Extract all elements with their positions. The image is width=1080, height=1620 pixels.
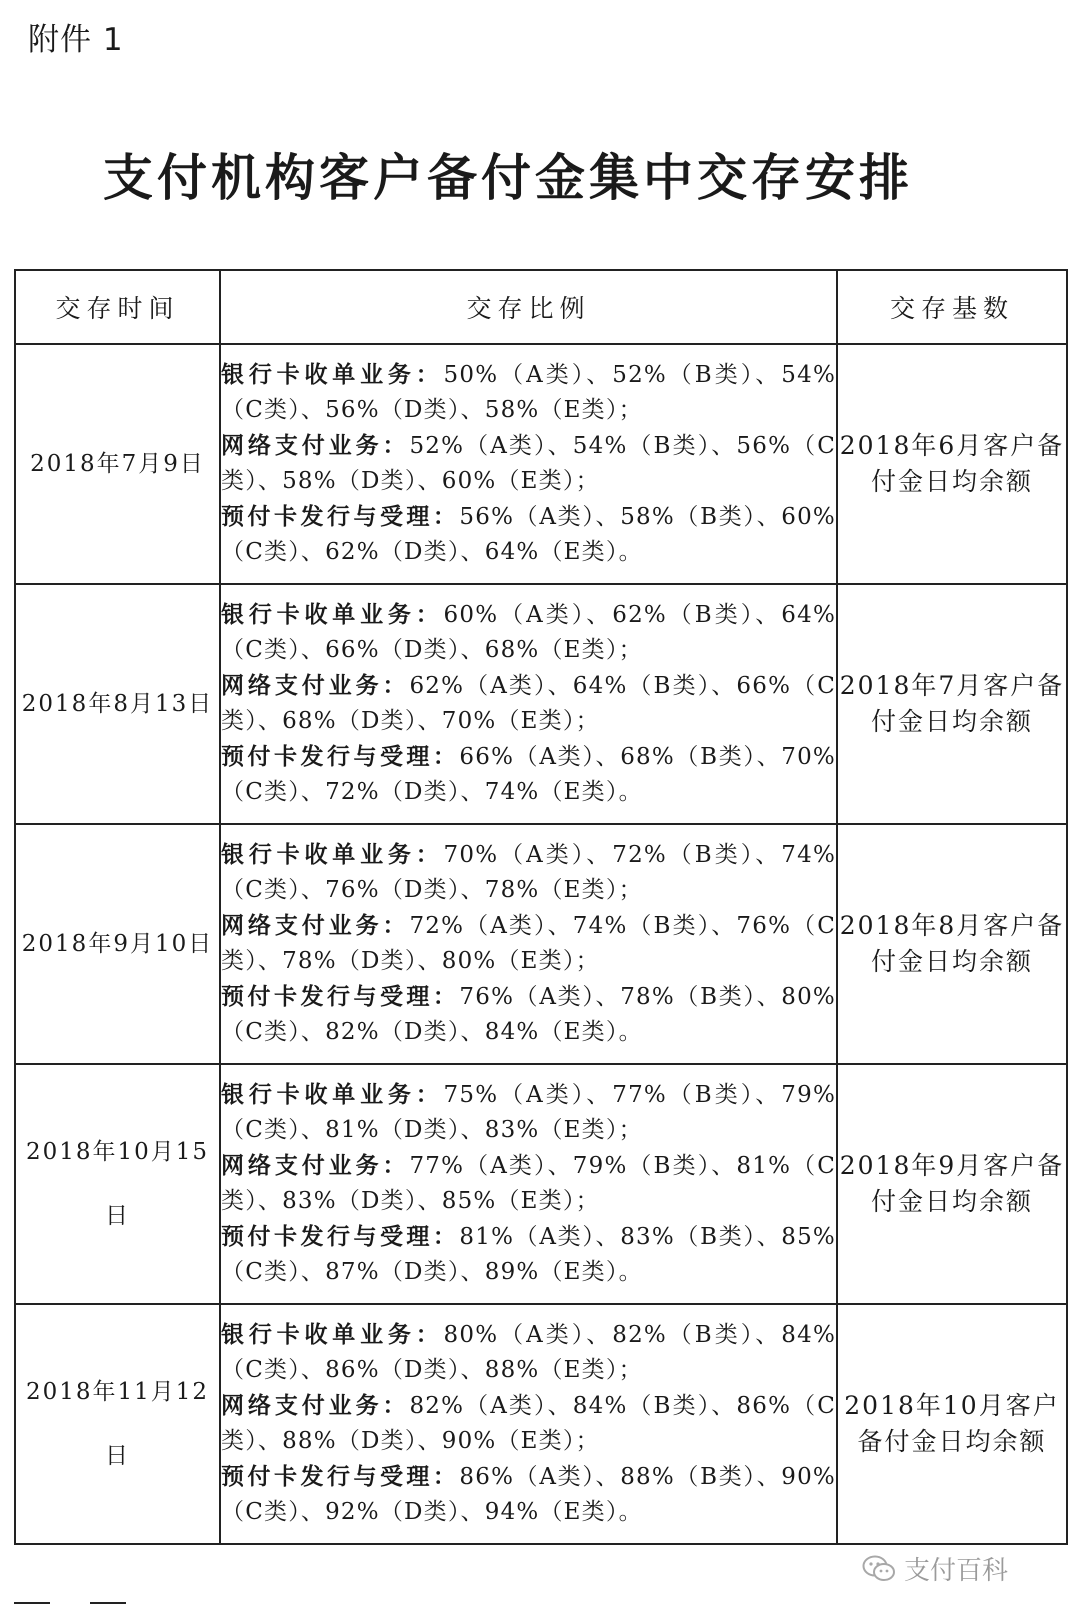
business-category-label: 银行卡收单业务： <box>221 1321 444 1348</box>
table-row <box>15 1064 1067 1304</box>
business-category-label: 网络支付业务： <box>221 1152 410 1179</box>
ratio-values: 66%（A类）、68%（B类）、70%（C类）、72%（D类）、74%（E类）。 <box>221 743 836 805</box>
ratio-entry <box>221 838 836 909</box>
business-category-label: 银行卡收单业务： <box>221 1081 444 1108</box>
business-category-label: 预付卡发行与受理： <box>221 1223 460 1250</box>
wechat-icon <box>862 1555 896 1583</box>
ratio-entry <box>221 1460 836 1531</box>
deposit-date-cell: 2018年9月10日 <box>15 824 220 1064</box>
ratio-values: 82%（A类）、84%（B类）、86%（C类）、88%（D类）、90%（E类）； <box>221 1392 836 1454</box>
deposit-base-cell: 2018年6月客户备付金日均余额 <box>837 344 1067 584</box>
deposit-ratio-cell <box>220 1064 837 1304</box>
ratio-values: 52%（A类）、54%（B类）、56%（C类）、58%（D类）、60%（E类）； <box>221 432 836 494</box>
deposit-ratio-cell <box>220 1304 837 1544</box>
ratio-values: 50%（A类）、52%（B类）、54%（C类）、56%（D类）、58%（E类）； <box>221 361 836 423</box>
business-category-label: 银行卡收单业务： <box>221 841 444 868</box>
business-category-label: 预付卡发行与受理： <box>221 1463 460 1490</box>
page-title: 支付机构客户备付金集中交存安排 <box>103 149 913 207</box>
deposit-base-cell: 2018年10月客户备付金日均余额 <box>837 1304 1067 1544</box>
deposit-ratio-cell <box>220 824 837 1064</box>
ratio-values: 77%（A类）、79%（B类）、81%（C类）、83%（D类）、85%（E类）； <box>221 1152 836 1214</box>
footer-rule <box>14 1602 50 1604</box>
footer-rules <box>14 1602 126 1604</box>
deposit-date-cell: 2018年8月13日 <box>15 584 220 824</box>
deposit-ratio-cell <box>220 344 837 584</box>
deposit-date-cell: 2018年11月12日 <box>15 1304 220 1544</box>
ratio-values: 62%（A类）、64%（B类）、66%（C类）、68%（D类）、70%（E类）； <box>221 672 836 734</box>
ratio-values: 76%（A类）、78%（B类）、80%（C类）、82%（D类）、84%（E类）。 <box>221 983 836 1045</box>
deposit-date-cell: 2018年7月9日 <box>15 344 220 584</box>
ratio-values: 80%（A类）、82%（B类）、84%（C类）、86%（D类）、88%（E类）； <box>221 1321 836 1383</box>
table-row <box>15 344 1067 584</box>
ratio-entry <box>221 500 836 571</box>
attachment-label: 附件 1 <box>28 22 124 58</box>
deposit-base-cell: 2018年9月客户备付金日均余额 <box>837 1064 1067 1304</box>
ratio-values: 81%（A类）、83%（B类）、85%（C类）、87%（D类）、89%（E类）。 <box>221 1223 836 1285</box>
table-header <box>15 270 1067 344</box>
watermark <box>862 1550 1008 1587</box>
deposit-date-cell: 2018年10月15日 <box>15 1064 220 1304</box>
ratio-entry <box>221 1149 836 1220</box>
business-category-label: 网络支付业务： <box>221 1392 410 1419</box>
business-category-label: 网络支付业务： <box>221 672 410 699</box>
ratio-entry <box>221 1220 836 1291</box>
ratio-entry <box>221 669 836 740</box>
ratio-values: 86%（A类）、88%（B类）、90%（C类）、92%（D类）、94%（E类）。 <box>221 1463 836 1525</box>
business-category-label: 预付卡发行与受理： <box>221 503 460 530</box>
business-category-label: 网络支付业务： <box>221 912 410 939</box>
deposit-schedule-table <box>14 269 1068 1545</box>
table-row <box>15 824 1067 1064</box>
deposit-base-cell: 2018年8月客户备付金日均余额 <box>837 824 1067 1064</box>
ratio-entry <box>221 740 836 811</box>
ratio-entry <box>221 1389 836 1460</box>
ratio-entry <box>221 358 836 429</box>
ratio-values: 70%（A类）、72%（B类）、74%（C类）、76%（D类）、78%（E类）； <box>221 841 836 903</box>
header-deposit-ratio: 交存比例 <box>220 270 837 344</box>
table-row <box>15 584 1067 824</box>
header-row <box>15 270 1067 344</box>
ratio-values: 72%（A类）、74%（B类）、76%（C类）、78%（D类）、80%（E类）； <box>221 912 836 974</box>
header-deposit-base: 交存基数 <box>837 270 1067 344</box>
ratio-entry <box>221 598 836 669</box>
deposit-ratio-cell <box>220 584 837 824</box>
ratio-entry <box>221 1318 836 1389</box>
ratio-values: 75%（A类）、77%（B类）、79%（C类）、81%（D类）、83%（E类）； <box>221 1081 836 1143</box>
table-body <box>15 344 1067 1544</box>
business-category-label: 网络支付业务： <box>221 432 410 459</box>
business-category-label: 银行卡收单业务： <box>221 361 444 388</box>
business-category-label: 预付卡发行与受理： <box>221 743 460 770</box>
watermark-text: 支付百科 <box>903 1556 1008 1586</box>
ratio-values: 60%（A类）、62%（B类）、64%（C类）、66%（D类）、68%（E类）； <box>221 601 836 663</box>
deposit-base-cell: 2018年7月客户备付金日均余额 <box>837 584 1067 824</box>
ratio-entry <box>221 429 836 500</box>
ratio-entry <box>221 1078 836 1149</box>
business-category-label: 银行卡收单业务： <box>221 601 444 628</box>
ratio-entry <box>221 980 836 1051</box>
table-row <box>15 1304 1067 1544</box>
ratio-entry <box>221 909 836 980</box>
ratio-values: 56%（A类）、58%（B类）、60%（C类）、62%（D类）、64%（E类）。 <box>221 503 836 565</box>
footer-rule <box>90 1602 126 1604</box>
header-deposit-time: 交存时间 <box>15 270 220 344</box>
business-category-label: 预付卡发行与受理： <box>221 983 460 1010</box>
